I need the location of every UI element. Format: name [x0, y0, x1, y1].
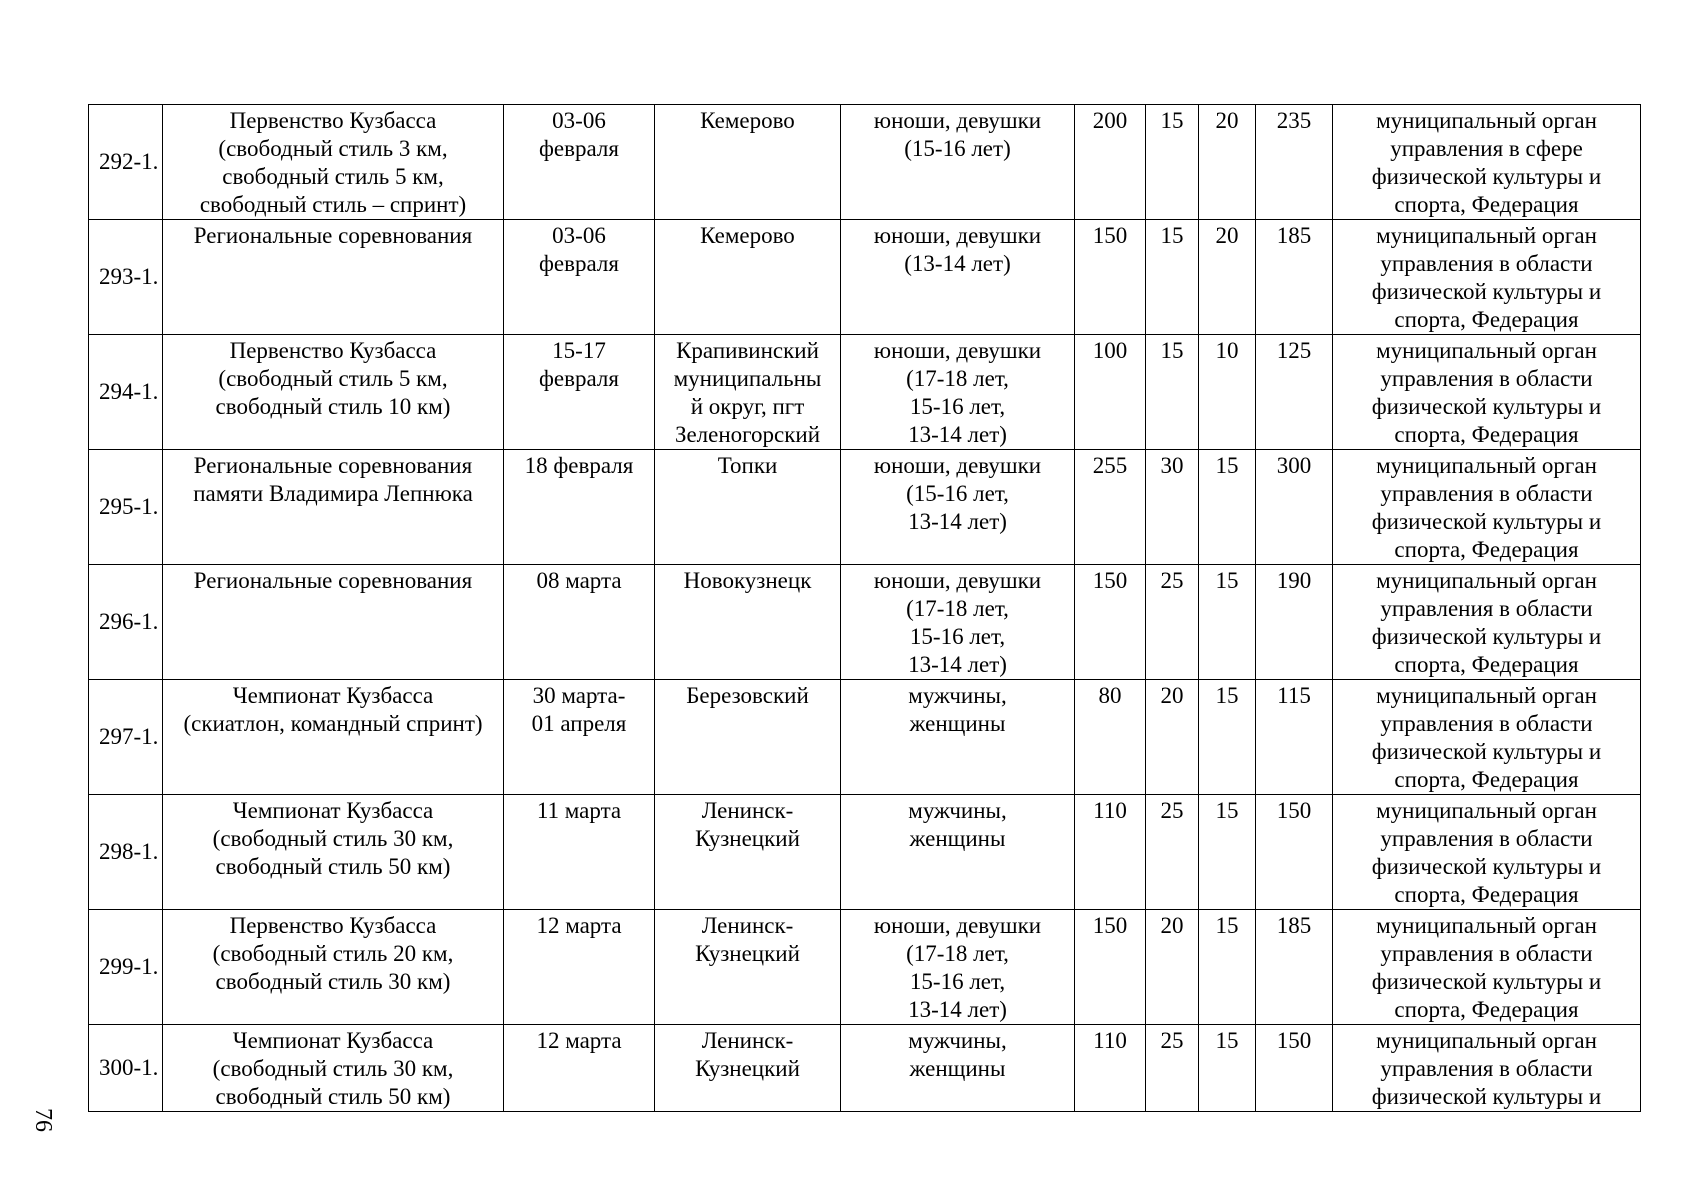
page-number: 76	[30, 1108, 56, 1132]
location-cell: Кемерово	[655, 105, 841, 220]
coaches-count-cell: 25	[1146, 1025, 1199, 1112]
coaches-count-cell: 20	[1146, 680, 1199, 795]
row-number-text: 300-1.	[99, 1055, 159, 1080]
participants-cell: мужчины, женщины	[841, 1025, 1075, 1112]
row-number-text: 297-1.	[99, 724, 159, 749]
event-name-cell: Чемпионат Кузбасса (свободный стиль 30 км, свободный стиль 50 км)	[163, 795, 504, 910]
organizer-cell: муниципальный орган управления в области физической культуры и спорта, Федерация	[1333, 910, 1641, 1025]
judges-count-cell: 15	[1199, 680, 1256, 795]
row-number-cell	[89, 565, 163, 680]
judges-count-cell: 10	[1199, 335, 1256, 450]
coaches-count-cell: 25	[1146, 565, 1199, 680]
event-name-cell: Первенство Кузбасса (свободный стиль 20 км, свободный стиль 30 км)	[163, 910, 504, 1025]
event-name-cell: Региональные соревнования	[163, 565, 504, 680]
athletes-count-cell: 100	[1075, 335, 1146, 450]
total-count-cell: 190	[1256, 565, 1333, 680]
table-row	[89, 910, 1641, 1025]
date-cell: 30 марта- 01 апреля	[504, 680, 655, 795]
date-cell: 08 марта	[504, 565, 655, 680]
participants-cell: юноши, девушки (13-14 лет)	[841, 220, 1075, 335]
participants-cell: юноши, девушки (15-16 лет)	[841, 105, 1075, 220]
participants-cell: юноши, девушки (15-16 лет, 13-14 лет)	[841, 450, 1075, 565]
judges-count-cell: 15	[1199, 565, 1256, 680]
row-number-cell	[89, 450, 163, 565]
location-cell: Ленинск- Кузнецкий	[655, 1025, 841, 1112]
organizer-cell: муниципальный орган управления в области физической культуры и спорта, Федерация	[1333, 220, 1641, 335]
participants-cell: юноши, девушки (17-18 лет, 15-16 лет, 13-14 лет)	[841, 565, 1075, 680]
total-count-cell: 235	[1256, 105, 1333, 220]
date-cell: 12 марта	[504, 1025, 655, 1112]
event-name-cell: Региональные соревнования памяти Владимира Лепнюка	[163, 450, 504, 565]
row-number-cell	[89, 335, 163, 450]
event-name-cell: Первенство Кузбасса (свободный стиль 3 км, свободный стиль 5 км, свободный стиль – спринт)	[163, 105, 504, 220]
row-number-cell	[89, 795, 163, 910]
athletes-count-cell: 150	[1075, 565, 1146, 680]
organizer-cell: муниципальный орган управления в сфере физической культуры и спорта, Федерация	[1333, 105, 1641, 220]
event-name-cell: Чемпионат Кузбасса (свободный стиль 30 км, свободный стиль 50 км)	[163, 1025, 504, 1112]
total-count-cell: 185	[1256, 910, 1333, 1025]
event-name-cell: Первенство Кузбасса (свободный стиль 5 км, свободный стиль 10 км)	[163, 335, 504, 450]
athletes-count-cell: 255	[1075, 450, 1146, 565]
participants-cell: мужчины, женщины	[841, 680, 1075, 795]
athletes-count-cell: 150	[1075, 910, 1146, 1025]
coaches-count-cell: 30	[1146, 450, 1199, 565]
table-row	[89, 220, 1641, 335]
total-count-cell: 150	[1256, 795, 1333, 910]
date-cell: 12 марта	[504, 910, 655, 1025]
coaches-count-cell: 15	[1146, 105, 1199, 220]
location-cell: Ленинск- Кузнецкий	[655, 910, 841, 1025]
organizer-cell: муниципальный орган управления в области физической культуры и спорта, Федерация	[1333, 450, 1641, 565]
date-cell: 18 февраля	[504, 450, 655, 565]
organizer-cell: муниципальный орган управления в области физической культуры и спорта, Федерация	[1333, 680, 1641, 795]
row-number-text: 299-1.	[99, 954, 159, 979]
coaches-count-cell: 20	[1146, 910, 1199, 1025]
events-table	[88, 104, 1641, 1112]
total-count-cell: 115	[1256, 680, 1333, 795]
row-number-cell	[89, 105, 163, 220]
table-row	[89, 680, 1641, 795]
row-number-cell	[89, 910, 163, 1025]
row-number-text: 295-1.	[99, 494, 159, 519]
event-name-cell: Региональные соревнования	[163, 220, 504, 335]
participants-cell: юноши, девушки (17-18 лет, 15-16 лет, 13-14 лет)	[841, 335, 1075, 450]
row-number-cell	[89, 220, 163, 335]
location-cell: Ленинск- Кузнецкий	[655, 795, 841, 910]
location-cell: Новокузнецк	[655, 565, 841, 680]
judges-count-cell: 15	[1199, 450, 1256, 565]
judges-count-cell: 20	[1199, 105, 1256, 220]
athletes-count-cell: 150	[1075, 220, 1146, 335]
athletes-count-cell: 80	[1075, 680, 1146, 795]
table-row	[89, 1025, 1641, 1112]
table-row	[89, 565, 1641, 680]
row-number-text: 292-1.	[99, 149, 159, 174]
coaches-count-cell: 15	[1146, 335, 1199, 450]
row-number-text: 293-1.	[99, 264, 159, 289]
row-number-text: 294-1.	[99, 379, 159, 404]
event-name-cell: Чемпионат Кузбасса (скиатлон, командный спринт)	[163, 680, 504, 795]
organizer-cell: муниципальный орган управления в области физической культуры и спорта, Федерация	[1333, 795, 1641, 910]
judges-count-cell: 15	[1199, 1025, 1256, 1112]
table-row	[89, 795, 1641, 910]
coaches-count-cell: 25	[1146, 795, 1199, 910]
date-cell: 11 марта	[504, 795, 655, 910]
table-row	[89, 105, 1641, 220]
row-number-text: 296-1.	[99, 609, 159, 634]
location-cell: Березовский	[655, 680, 841, 795]
athletes-count-cell: 110	[1075, 795, 1146, 910]
date-cell: 03-06 февраля	[504, 220, 655, 335]
date-cell: 15-17 февраля	[504, 335, 655, 450]
location-cell: Кемерово	[655, 220, 841, 335]
judges-count-cell: 15	[1199, 795, 1256, 910]
total-count-cell: 150	[1256, 1025, 1333, 1112]
participants-cell: мужчины, женщины	[841, 795, 1075, 910]
row-number-cell	[89, 680, 163, 795]
participants-cell: юноши, девушки (17-18 лет, 15-16 лет, 13-14 лет)	[841, 910, 1075, 1025]
table-row	[89, 450, 1641, 565]
row-number-cell	[89, 1025, 163, 1112]
date-cell: 03-06 февраля	[504, 105, 655, 220]
total-count-cell: 125	[1256, 335, 1333, 450]
row-number-text: 298-1.	[99, 839, 159, 864]
organizer-cell: муниципальный орган управления в области физической культуры и спорта, Федерация	[1333, 335, 1641, 450]
judges-count-cell: 20	[1199, 220, 1256, 335]
location-cell: Топки	[655, 450, 841, 565]
coaches-count-cell: 15	[1146, 220, 1199, 335]
organizer-cell: муниципальный орган управления в области физической культуры и	[1333, 1025, 1641, 1112]
athletes-count-cell: 200	[1075, 105, 1146, 220]
table-row	[89, 335, 1641, 450]
total-count-cell: 300	[1256, 450, 1333, 565]
location-cell: Крапивинский муниципальны й округ, пгт Зеленогорский	[655, 335, 841, 450]
total-count-cell: 185	[1256, 220, 1333, 335]
judges-count-cell: 15	[1199, 910, 1256, 1025]
organizer-cell: муниципальный орган управления в области физической культуры и спорта, Федерация	[1333, 565, 1641, 680]
athletes-count-cell: 110	[1075, 1025, 1146, 1112]
